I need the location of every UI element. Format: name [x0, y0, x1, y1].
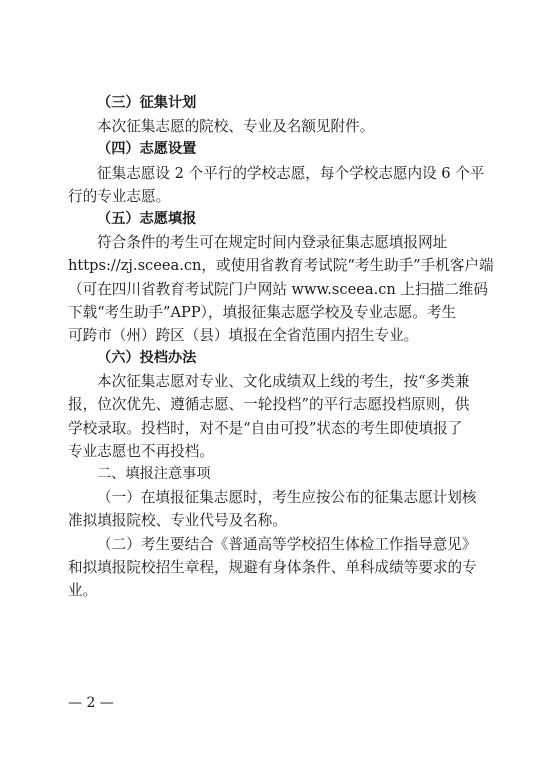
paragraph-line: https://zj.sceea.cn，或使用省教育考试院“考生助手”手机客户端	[68, 257, 494, 275]
page-number: — 2 —	[68, 695, 114, 711]
paragraph-line: 专业志愿也不再投档。	[68, 442, 214, 460]
paragraph-line: 可跨市（州）跨区（县）填报在全省范围内招生专业。	[68, 326, 419, 344]
paragraph-line: 符合条件的考生可在规定时间内登录征集志愿填报网址	[97, 234, 448, 252]
chapter-heading: 二、填报注意事项	[97, 466, 211, 482]
paragraph-line: （可在四川省教育考试院门户网站 www.sceea.cn 上扫描二维码	[68, 280, 488, 298]
section-heading: （三）征集计划	[97, 95, 197, 111]
paragraph-line: 征集志愿设 2 个平行的学校志愿，每个学校志愿内设 6 个平	[97, 164, 485, 182]
paragraph-line: 业。	[68, 581, 98, 599]
paragraph-line: 行的专业志愿。	[68, 187, 171, 205]
paragraph-line: 报，位次优先、遵循志愿、一轮投档”的平行志愿投档原则，供	[68, 396, 470, 414]
paragraph-line: （二）考生要结合《普通高等学校招生体检工作指导意见》	[97, 535, 477, 553]
section-heading: （四）志愿设置	[97, 141, 197, 158]
paragraph-line: 下载“考生助手”APP），填报征集志愿学校及专业志愿。考生	[68, 303, 457, 321]
document-body	[68, 92, 494, 602]
paragraph-line: （一）在填报征集志愿时，考生应按公布的征集志愿计划核	[97, 489, 477, 507]
section-heading: （五）志愿填报	[97, 210, 197, 227]
paragraph-line: 和拟填报院校招生章程，规避有身体条件、单科成绩等要求的专	[68, 558, 477, 576]
paragraph-line: 本次征集志愿对专业、文化成绩双上线的考生，按“多类兼	[97, 373, 470, 391]
section-heading: （六）投档办法	[97, 350, 197, 367]
paragraph-line: 准拟填报院校、专业代号及名称。	[68, 512, 287, 530]
paragraph-line: 本次征集志愿的院校、专业及名额见附件。	[97, 118, 375, 136]
paragraph-line: 学校录取。投档时，对不是“自由可投”状态的考生即使填报了	[68, 419, 463, 437]
